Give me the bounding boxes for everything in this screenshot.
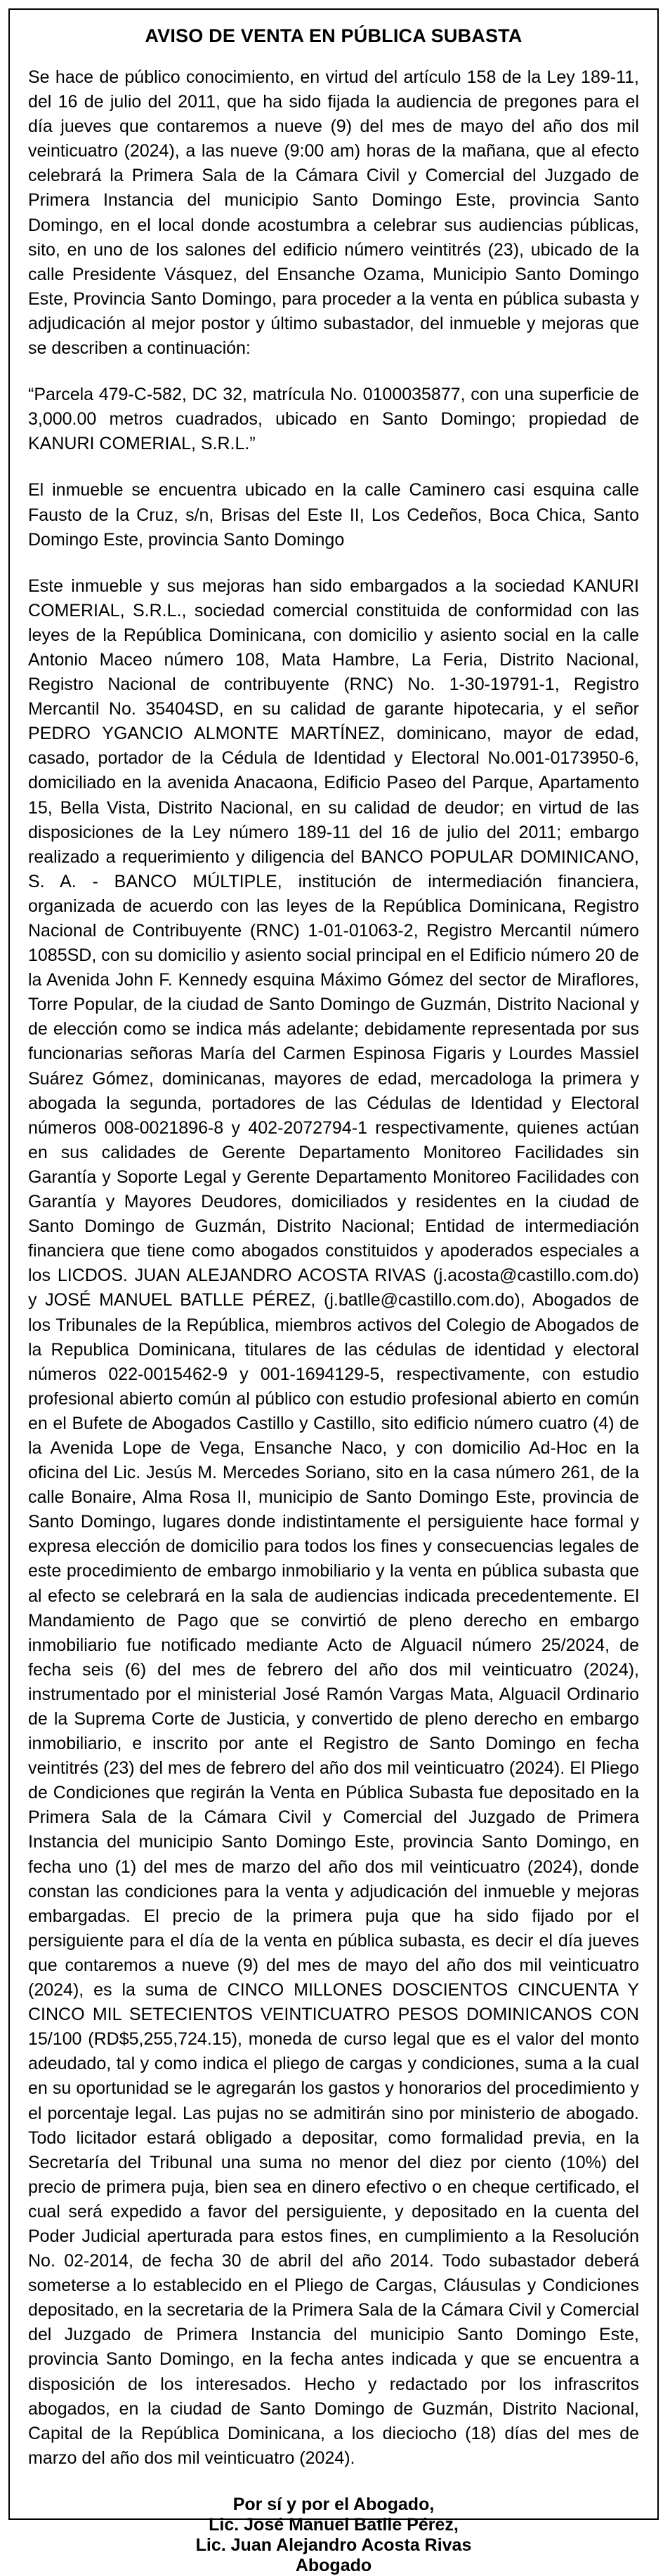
signature-line-role: Abogado <box>295 2555 372 2575</box>
notice-paragraph-location: El inmueble se encuentra ubicado en la calle Caminero casi esquina calle Fausto de la Cruz, s/n, Brisas del Este II, Los Cedeños, Boca Chica, Santo Domingo Este, provincia Santo Domingo <box>28 480 639 550</box>
signature-line-batlle: Lic. José Manuel Batlle Pérez, <box>209 2514 459 2535</box>
signature-line-on-behalf: Por sí y por el Abogado, <box>232 2494 435 2514</box>
notice-paragraph-property: “Parcela 479-C-582, DC 32, matrícula No. 0100035877, con una superficie de 3,000.00 metros cuadrados, ubicado en Santo Domingo; propiedad de KANURI COMERIAL, S.R.L.” <box>28 385 639 454</box>
notice-title: AVISO DE VENTA EN PÚBLICA SUBASTA <box>145 25 523 46</box>
notice-paragraph-hearing: Se hace de público conocimiento, en virtud del artículo 158 de la Ley 189-11, del 16 de julio del 2011, que ha sido fijada la audiencia de pregones para el día jueves que contaremos a nueve (9) del mes de mayo del año dos mil veinticuatro (2024), a las nueve (9:00 am) horas de la mañana, que al efecto celebrará la Primera Sala de la Cámara Civil y Comercial del Juzgado de Primera Instancia del municipio Santo Domingo Este, provincia Santo Domingo, en el local donde acostumbra a celebrar sus audiencias públicas, sito, en uno de los salones del edificio número veintitrés (23), ubicado de la calle Presidente Vásquez, del Ensanche Ozama, Municipio Santo Domingo Este, Provincia Santo Domingo, para proceder a la venta en pública subasta y adjudicación al mejor postor y último subastador, del inmueble y mejoras que se describen a continuación: <box>28 67 639 359</box>
signature-line-acosta: Lic. Juan Alejandro Acosta Rivas <box>195 2535 472 2555</box>
legal-notice <box>8 8 659 2575</box>
notice-paragraph-details: Este inmueble y sus mejoras han sido embargados a la sociedad KANURI COMERIAL, S.R.L., sociedad comercial constituida de conformidad con las leyes de la República Dominicana, con domicilio y asiento social en la calle Antonio Maceo número 108, Mata Hambre, La Feria, Distrito Nacional, Registro Nacional de contribuyente (RNC) No. 1-30-19791-1, Registro Mercantil No. 35404SD, en su calidad de garante hipotecaria, y el señor PEDRO YGANCIO ALMONTE MARTÍNEZ, dominicano, mayor de edad, casado, portador de la Cédula de Identidad y Electoral No.001-0173950-6, domiciliado en la avenida Anacaona, Edificio Paseo del Parque, Apartamento 15, Bella Vista, Distrito Nacional, en su calidad de deudor; en virtud de las disposiciones de la Ley número 189-11 del 16 de julio del 2011; embargo realizado a requerimiento y diligencia del BANCO POPULAR DOMINICANO, S. A. - BANCO MÚLTIPLE, institución de intermediación financiera, organizada de acuerdo con las leyes de la República Dominicana, Registro Nacional de Contribuyente (RNC) 1-01-01063-2, Registro Mercantil número 1085SD, con su domicilio y asiento social principal en el Edificio número 20 de la Avenida John F. Kennedy esquina Máximo Gómez del sector de Miraflores, Torre Popular, de la ciudad de Santo Domingo de Guzmán, Distrito Nacional y de elección como se indica más adelante; debidamente representada por sus funcionarias señoras María del Carmen Espinosa Figaris y Lourdes Massiel Suárez Gómez, dominicanas, mayores de edad, mercadologa la primera y abogada la segunda, portadores de las Cédulas de Identidad y Electoral números 008-0021896-8 y 402-2072794-1 respectivamente, quienes actúan en sus calidades de Gerente Departamento Monitoreo Facilidades sin Garantía y Soporte Legal y Gerente Departamento Monitoreo Facilidades con Garantía y Mayores Deudores, domiciliados y residentes en la ciudad de Santo Domingo de Guzmán, Distrito Nacional; Entidad de intermediación financiera que tiene como abogados constituidos y apoderados especiales a los LICDOS. JUAN ALEJANDRO ACOSTA RIVAS (j.acosta@castillo.com.do) y JOSÉ MANUEL BATLLE PÉREZ, (j.batlle@castillo.com.do), Abogados de los Tribunales de la República, miembros activos del Colegio de Abogados de la Republica Dominicana, titulares de las cédulas de identidad y electoral números 022-0015462-9 y 001-1694129-5, respectivamente, con estudio profesional abierto común al público con estudio profesional abierto en común en el Bufete de Abogados Castillo y Castillo, sito edificio número cuatro (4) de la Avenida Lope de Vega, Ensanche Naco, y con domicilio Ad-Hoc en la oficina del Lic. Jesús M. Mercedes Soriano, sito en la casa número 261, de la calle Bonaire, Alma Rosa II, municipio de Santo Domingo Este, provincia de Santo Domingo, lugares donde indistintamente el persiguiente hace formal y expresa elección de domicilio para todos los fines y consecuencias legales de este procedimiento de embargo inmobiliario y la venta en pública subasta que al efecto se celebrará en la sala de audiencias indicada precedentemente. El Mandamiento de Pago que se convirtió de pleno derecho en embargo inmobiliario fue notificado mediante Acto de Alguacil número 25/2024, de fecha seis (6) del mes de febrero del año dos mil veinticuatro (2024), instrumentado por el ministerial José Ramón Vargas Mata, Alguacil Ordinario de la Suprema Corte de Justicia, y convertido de pleno derecho en embargo inmobiliario, e inscrito por ante el Registro de Santo Domingo en fecha veintitrés (23) del mes de febrero del año dos mil veinticuatro (2024). El Pliego de Condiciones que regirán la Venta en Pública Subasta fue depositado en la Primera Sala de la Cámara Civil y Comercial del Juzgado de Primera Instancia del municipio Santo Domingo Este, provincia Santo Domingo, en fecha uno (1) del mes de marzo del año dos mil veinticuatro (2024), donde constan las condiciones para la venta y adjudicación del inmueble y mejoras embargadas. El precio de la primera puja que ha sido fijado por el persiguiente para el día de la venta en pública subasta, es decir el día jueves que contaremos a nueve (9) del mes de mayo del año dos mil veinticuatro (2024), es la suma de CINCO MILLONES DOSCIENTOS CINCUENTA Y CINCO MIL SETECIENTOS VEINTICUATRO PESOS DOMINICANOS CON 15/100 (RD$5,255,724.15), moneda de curso legal que es el valor del monto adeudado, tal y como indica el pliego de cargas y condiciones, suma a la cual en su oportunidad se le agregarán los gastos y honorarios del procedimiento y el porcentaje legal. Las pujas no se admitirán sino por ministerio de abogado. Todo licitador estará obligado a depositar, como formalidad previa, en la Secretaría del Tribunal una suma no menor del diez por ciento (10%) del precio de primera puja, bien sea en dinero efectivo o en cheque certificado, el cual será expedido a favor del persiguiente, y depositado en la cuenta del Poder Judicial aperturada para estos fines, en cumplimiento a la Resolución No. 02-2014, de fecha 30 de abril del año 2014. Todo subastador deberá someterse a lo establecido en el Pliego de Cargas, Cláusulas y Condiciones depositado, en la secretaria de la Primera Sala de la Cámara Civil y Comercial del Juzgado de Primera Instancia del municipio Santo Domingo Este, provincia Santo Domingo, en la fecha antes indicada y que se encuentra a disposición de los interesados. Hecho y redactado por los infrascritos abogados, en la ciudad de Santo Domingo de Guzmán, Distrito Nacional, Capital de la República Dominicana, a los dieciocho (18) días del mes de marzo del año dos mil veinticuatro (2024). <box>28 576 639 2468</box>
signature-block <box>28 2495 639 2576</box>
